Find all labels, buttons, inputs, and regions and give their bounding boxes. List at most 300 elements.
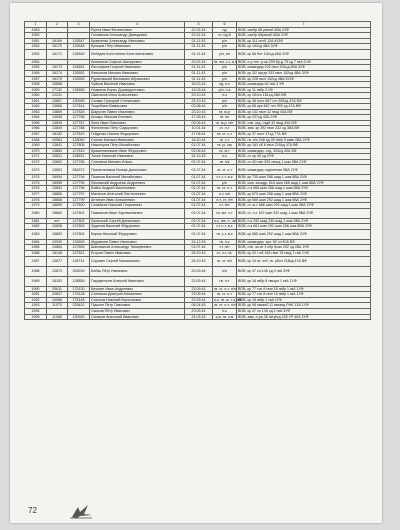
doc-number-cell: 12241 <box>47 93 68 99</box>
rank-cell: гв. п-к <box>213 239 237 245</box>
unit-info-cell: ВОВ, ст. ж-т 566 шап 292 шад 1 шак 5ВА 2УФ <box>237 203 371 209</box>
person-name-cell: Ситкин Михаил Иванович <box>90 137 185 143</box>
unit-info-cell: ВОВ, командир отделения 5ВА 2УФ <box>237 165 371 175</box>
award-number-cell: 127802 <box>68 218 90 224</box>
doc-number-cell: 13854 <box>47 186 68 192</box>
doc-number-cell: 16169 <box>47 38 68 44</box>
award-date-cell: 23.02.44 <box>185 59 213 65</box>
rank-cell: пд, н-к <box>213 82 237 88</box>
doc-number-cell: 13863 <box>47 245 68 251</box>
column-header: 5 <box>185 22 213 28</box>
doc-number-cell: 15858 <box>47 82 68 88</box>
rank-cell: п-к, гвк. н., вк <box>214 218 236 223</box>
award-date-cell: 01.07.44 <box>185 165 213 175</box>
award-date-cell: 16.10.44 <box>185 137 213 143</box>
unit-info-cell: ВОВ, н-к 292 шад 230 шад 1 шак 5ВА 2УФ <box>237 218 371 224</box>
award-date-cell: 01.11.43 <box>185 70 213 76</box>
award-date-cell: 01.11.43 <box>185 44 213 50</box>
row-number-cell: 1978 <box>25 197 47 203</box>
award-number-cell: 127794 <box>68 175 90 181</box>
row-number-cell: 1963 <box>25 109 47 115</box>
unit-info-cell: ВОВ, кр 68 ирк 667 гсп 393 сд 47А ВФ <box>237 104 371 110</box>
rank-cell: п/п <box>213 266 237 276</box>
rank-cell: л-т, ст. п/п <box>213 197 237 203</box>
column-header: 6 <box>213 22 237 28</box>
unit-info-cell: ВОВ, отв. за сп 3 сбр 6сап 202 сд 28А 1УФ <box>237 245 371 251</box>
rank-cell: гв. р/, мр <box>213 143 237 149</box>
doc-number-cell: 13841 <box>47 143 68 149</box>
person-name-cell: Лебедев Константин Константинович <box>90 49 185 59</box>
doc-number-cell: 20607 <box>47 292 68 298</box>
table-row <box>25 229 371 239</box>
award-date-cell: 23.09.44 <box>185 297 213 303</box>
person-name-cell: Голованов Александр Давыдович <box>90 33 185 39</box>
person-name-cell: Крашенинников Иван Фёдорович <box>90 148 185 154</box>
row-number-cell: 1953 <box>25 49 47 59</box>
person-name-cell: Руппа Иван Филиппович <box>90 27 185 33</box>
unit-info-cell: ВОВ, кр 66 бот 152сд 4ВА 3УФ <box>237 49 371 59</box>
doc-number-cell: 11066 <box>47 314 68 320</box>
person-name-cell: Похмельников Иосиф Данилович <box>90 165 185 175</box>
doc-number-cell: 16175 <box>47 76 68 82</box>
award-date-cell: 06.04.45 <box>185 303 213 309</box>
doc-number-cell: 13867 <box>47 98 68 104</box>
rank-cell: гв. п/к <box>213 159 237 165</box>
award-number-cell: 127787 <box>68 120 90 126</box>
unit-info-cell: ВОВ, командир 102 гвсп 152сд 4ВА 3УФ <box>237 65 371 71</box>
person-name-cell: Матюков Анатолий Пантелеевич <box>90 192 185 198</box>
unit-info-cell: ВОВ, кр 77 тсп 8 гвтк 16 гвбр 1 гвА 1УФ <box>237 286 371 292</box>
doc-number-cell: 13869 <box>47 148 68 154</box>
award-date-cell: 01.07.44 <box>185 197 213 203</box>
person-name-cell: Бирюк Николай Фёдорович <box>90 229 185 239</box>
rank-cell: гв. ст. п/н <box>213 256 237 266</box>
rank-cell: гв. ст. л-т <box>213 186 237 192</box>
award-date-cell: 01.07.44 <box>185 203 213 209</box>
row-number-cell: 1965 <box>25 120 47 126</box>
rank-cell: гв. л-т <box>213 276 237 286</box>
rank-cell: гв. ст. с-т <box>213 131 237 137</box>
person-name-cell: Стовбров Николай Георгиевич <box>90 203 185 209</box>
person-name-cell: Ляхомский Андроник Андреевич <box>90 180 185 186</box>
award-number-cell: 127803 <box>68 224 90 230</box>
row-number-cell: 1984 <box>25 239 47 245</box>
table-row <box>25 266 371 276</box>
document-page <box>10 3 382 523</box>
rank-cell: л-т, п/п <box>213 192 237 198</box>
person-name-cell: Зеня Иван Павлович <box>90 120 185 126</box>
unit-info-cell: ВОВ, кр 77 тсп 8 гвтк 16 гвбр 1 гвА 1УФ <box>237 292 371 298</box>
doc-number-cell: 13852 <box>47 159 68 165</box>
award-date-cell: 01.07.44 <box>185 208 213 218</box>
person-name-cell: Тяпое Николай Иванович <box>90 154 185 160</box>
doc-number-cell: 13868 <box>47 104 68 110</box>
row-number-cell: 1989 <box>25 276 47 286</box>
award-date-cell: 19.03.44 <box>185 87 213 93</box>
rank-cell: гв. мл. с-т, в-к <box>214 59 237 64</box>
row-number-cell: 1950 <box>25 33 47 39</box>
doc-number-cell: 10930 <box>47 239 68 245</box>
row-number-cell: 1964 <box>25 115 47 121</box>
award-date-cell: 01.07.44 <box>185 245 213 251</box>
column-header: 1 <box>25 22 47 28</box>
unit-info-cell: ВОВ, н-к 565 шап 266 шад 1 шак 5ВА 2УФ <box>237 186 371 192</box>
award-number-cell: 126551 <box>68 65 90 71</box>
person-name-cell: Филоненко Петр Сидорович <box>90 126 185 132</box>
rank-cell: гв. м-р <box>213 109 237 115</box>
award-date-cell: 17.05.44 <box>185 131 213 137</box>
unit-info-cell: ВОВ, кр 47 сп 145 сд 2 гвА 3УФ <box>237 266 371 276</box>
row-number-cell: 1949 <box>25 27 47 33</box>
row-number-cell: 1960 <box>25 93 47 99</box>
row-number-cell: 1986 <box>25 251 47 257</box>
award-number-cell: 127804 <box>68 229 90 239</box>
award-number-cell: 127797 <box>68 192 90 198</box>
award-number-cell: 263916 <box>68 266 90 276</box>
rank-cell: р/п <box>213 38 237 44</box>
rank-cell: р/п <box>213 180 237 186</box>
table-row <box>25 49 371 59</box>
doc-number-cell: 16170 <box>47 44 68 50</box>
award-number-cell: 127795 <box>68 180 90 186</box>
doc-number-cell: 16173 <box>47 65 68 71</box>
unit-info-cell: ВОВ, кр 111 оптб 12А ЮЗФ <box>237 38 371 44</box>
doc-number-cell: 20564 <box>47 137 68 143</box>
page-number: 72 <box>28 506 37 515</box>
row-number-cell: 1958 <box>25 82 47 88</box>
unit-info-cell: ВОВ, кр 47 сп 145 сд 2 гвА 3УФ <box>237 309 371 315</box>
awards-table <box>24 21 371 320</box>
unit-info-cell: ВОВ, зам. кр 392 гвсп 232 сд 38А ВФ <box>237 126 371 132</box>
award-date-cell: 18.03.44 <box>185 82 213 88</box>
person-name-cell: Шарухин Павел Иванович <box>90 109 185 115</box>
rank-cell: ст. п/п <box>213 203 237 209</box>
award-date-cell: 23.09.44 <box>185 286 213 292</box>
doc-number-cell: 10986 <box>47 297 68 303</box>
person-name-cell: Парфантьев Алексей Иванович <box>90 276 185 286</box>
unit-info-cell: ВОВ, кр 3/2 артдт 333 гвсп 152сд 4ВА 3УФ <box>237 70 371 76</box>
award-number-cell: 127805 <box>68 143 90 149</box>
column-header: 2 <box>47 22 68 28</box>
rank-cell: ст. л-т <box>213 126 237 132</box>
unit-info-cell: ВОВ, сапбр 68 рвмхб 4ВА 2УФ <box>237 27 371 33</box>
row-number-cell: 1968 <box>25 137 47 143</box>
rank-cell: ст. л-т, гв. <box>213 251 237 257</box>
person-name-cell: Бабак Пётр Иванович <box>90 266 185 276</box>
rank-cell: гв. ст. л-т, п/п <box>214 303 236 308</box>
row-number-cell: 1956 <box>25 70 47 76</box>
rank-cell: р/п <box>213 65 237 71</box>
award-date-cell: 24.12.43 <box>185 239 213 245</box>
person-name-cell: Шаповалов Александр Тимофеевич <box>90 245 185 251</box>
unit-info-cell: ВОВ, кр 10 гв. огб. гв. рбсп 218сд 47А ВФ <box>237 256 371 266</box>
doc-number-cell: 16171 <box>47 49 68 59</box>
doc-number-cell: 18954 <box>47 175 68 181</box>
doc-number-cell: 18859 <box>47 203 68 209</box>
unit-info-cell: ВОВ, ком. эскадр. 810 шап 266 шад 1 шак 5ВА 2УФ <box>237 180 371 186</box>
doc-number-cell: 13877 <box>47 256 68 266</box>
unit-info-cell: ВОВ, кр 98 гвиапб 11 гвиапд РНК 13А 1УФ <box>237 303 371 309</box>
award-date-cell: 26.10.43 <box>185 251 213 257</box>
doc-number-cell: 13838 <box>47 115 68 121</box>
row-number-cell: 1982 <box>25 224 47 230</box>
row-number-cell: 1974 <box>25 175 47 181</box>
award-date-cell: 01.11.43 <box>185 49 213 59</box>
award-number-cell: 128929 <box>68 239 90 245</box>
award-number-cell: 127815 <box>68 148 90 154</box>
unit-info-cell: ВОВ, кр 11 гвбр 3 УФ <box>237 87 371 93</box>
rank-cell: п-к <box>213 93 237 99</box>
unit-info-cell: ВОВ, кр 237сд 40А 2УФ <box>237 115 371 121</box>
rank-cell: ст. п/п <box>213 245 237 251</box>
award-number-cell: 127788 <box>68 126 90 132</box>
rank-cell: гв. ст. л-т <box>213 292 237 298</box>
unit-info-cell: ВОВ, ст. 80 сап 292 гвпсд 1 шак 5ВА 2УФ <box>237 159 371 165</box>
row-number-cell: 1987 <box>25 256 47 266</box>
doc-number-cell: 18955 <box>47 180 68 186</box>
unit-info-cell: ВОВ, сапбр 68рвмхб 4ВА 2УФ <box>237 33 371 39</box>
award-date-cell: 23.09.44 <box>185 292 213 298</box>
table-row <box>25 208 371 218</box>
unit-info-cell: ВОВ, кр 735 шап 266 шад 1 шак 5ВА 2УФ <box>237 175 371 181</box>
rank-cell: гв. м-р, п/п <box>213 120 237 126</box>
person-name-cell: Зудилов Василий Фёдорович <box>90 224 185 230</box>
row-number-cell: 1959 <box>25 87 47 93</box>
doc-number-cell: 20611 <box>47 286 68 292</box>
rank-cell: гв. ел <box>213 115 237 121</box>
award-date-cell: 01.07.44 <box>185 224 213 230</box>
doc-number-cell: 13839 <box>47 120 68 126</box>
person-name-cell: Степанов Дмитрий Матвеевич <box>90 292 185 298</box>
award-date-cell: 01.07.44 <box>185 159 213 165</box>
rank-cell: р/п <box>213 98 237 104</box>
award-number-cell: 127819 <box>68 131 90 137</box>
award-date-cell: 01.07.44 <box>185 218 213 224</box>
award-date-cell: 22.02.44 <box>185 33 213 39</box>
unit-info-cell: ВОВ, кр 565 шап 292 шад 1 шак 5ВА 2УФ <box>237 229 371 239</box>
rank-cell: гв. с-т, в-к <box>213 229 237 239</box>
award-number-cell: 084572 <box>68 165 90 175</box>
award-date-cell: 10.01.44 <box>185 126 213 132</box>
award-date-cell: 23.09.44 <box>185 266 213 276</box>
unit-info-cell: ВОВ, гв.-п/п 248 сд 39 гвбр 5 кавк 2ВА 2УФ <box>237 137 371 143</box>
award-number-cell: 126548 <box>68 44 90 50</box>
unit-info-cell: ВОВ, командир 62 гвА 3 УФ <box>237 82 371 88</box>
column-header: 7 <box>237 22 371 28</box>
award-date-cell: 03.06.44 <box>185 104 213 110</box>
person-name-cell: Сорокин Сергей Максимович <box>90 256 185 266</box>
award-date-cell: 01.07.44 <box>185 192 213 198</box>
unit-info-cell: ВОВ, отв. отд. отдб 42 гвсд 40А ВФ <box>237 120 371 126</box>
person-name-cell: Аписимов Софьян Шакирович <box>90 59 185 65</box>
row-number-cell: 1969 <box>25 143 47 149</box>
row-number-cell: 1955 <box>25 65 47 71</box>
doc-number-cell: 18853 <box>47 229 68 239</box>
row-number-cell: 1991 <box>25 292 47 298</box>
row-number-cell: 1972 <box>25 159 47 165</box>
person-name-cell: Антипин Иван Алексеевич <box>90 197 185 203</box>
award-date-cell: 01.07.44 <box>185 175 213 181</box>
award-number-cell: 228420 <box>68 303 90 309</box>
table-row <box>25 165 371 175</box>
person-name-cell: Журавлев Павел Иванович <box>90 239 185 245</box>
doc-number-cell: 18858 <box>47 197 68 203</box>
award-date-cell: 23.09.44 <box>185 309 213 315</box>
award-date-cell: 01.11.43 <box>185 38 213 44</box>
award-number-cell: 127821 <box>68 251 90 257</box>
rank-cell: п-к, гв. ш. т-к, ИБ <box>214 297 243 302</box>
award-number-cell: 127825 <box>68 109 90 115</box>
doc-number-cell: 13808 <box>47 224 68 230</box>
row-number-cell: 1954 <box>25 59 47 65</box>
person-name-cell: Кульков Пётр Иванович <box>90 44 185 50</box>
row-number-cell: 1970 <box>25 148 47 154</box>
rank-cell: р/п, н-к <box>213 87 237 93</box>
unit-info-cell: ВОВ, кр 132 гвсп 42 гвсд 40А ВФ <box>237 109 371 115</box>
rank-cell: п-к <box>213 309 237 315</box>
unit-info-cell: ВОВ, командир. отд. 303сд 40А ВФ <box>237 148 371 154</box>
row-number-cell: 1961 <box>25 98 47 104</box>
award-number-cell: 127785 <box>68 159 90 165</box>
award-number-cell: 127786 <box>68 115 90 121</box>
rank-cell: ст. с-т, в-к <box>213 224 237 230</box>
award-date-cell: 24.03.45 <box>185 314 213 320</box>
award-date-cell: 23.10.43 <box>185 98 213 104</box>
person-name-cell: Номинов Борис Дормидонтович <box>90 87 185 93</box>
row-number-cell: 1990 <box>25 286 47 292</box>
award-number-cell: 128052 <box>68 137 90 143</box>
doc-number-cell: 10631 <box>47 154 68 160</box>
award-number-cell: 126547 <box>68 38 90 44</box>
unit-info-cell: ВОВ, зам. н-ра 36 гвтупгд 155 УР 40А 2УФ <box>237 314 371 320</box>
table-row <box>25 276 371 286</box>
row-number-cell: 1952 <box>25 44 47 50</box>
doc-number-cell: 13853 <box>47 165 68 175</box>
doc-number-cell: 13873 <box>47 266 68 276</box>
person-name-cell: Бойко Андрей Васильевич <box>90 186 185 192</box>
row-number-cell: 1994 <box>25 309 47 315</box>
award-number-cell: 126552 <box>68 70 90 76</box>
row-number-cell: 1973 <box>25 165 47 175</box>
rank-cell: ст. с-т, в-к <box>213 175 237 181</box>
row-number-cell: 1983 <box>25 229 47 239</box>
unit-info-cell: ВОВ, кр 46 пост 667 гсп 393сд 47А ВФ <box>237 98 371 104</box>
award-number-cell: 127801 <box>68 208 90 218</box>
award-date-cell: 01.07.44 <box>185 180 213 186</box>
award-number-cell: 127799 <box>68 197 90 203</box>
rank-cell: гв. ст. с-т <box>213 165 237 175</box>
unit-info-cell: ВОВ, кр 37 пост 47сд 77А ВФ <box>237 131 371 137</box>
rank-cell: гв. мл. с-т <box>213 208 237 218</box>
person-name-cell: Пьянков Василий Михайлович <box>90 175 185 181</box>
doc-number-cell: 13840 <box>47 126 68 132</box>
unit-info-cell: ВОВ, кр 565 шап 292 шад 1 шак 5ВА 2УФ <box>237 197 371 203</box>
rank-cell: р/п, ин <box>213 49 237 59</box>
unit-info-cell: ВОВ, кр 20 г иб 158 гвсп 78 гвсд 7 гвА СтФ <box>237 251 371 257</box>
doc-number-cell: 17132 <box>47 87 68 93</box>
award-number-cell: 128831 <box>68 154 90 160</box>
award-number-cell: 175148 <box>68 297 90 303</box>
table-row <box>25 180 371 186</box>
person-name-cell: Кравченко Александр Иванович <box>90 38 185 44</box>
row-number-cell: 1995 <box>25 314 47 320</box>
table-row <box>25 256 371 266</box>
award-number-cell: 127800 <box>68 203 90 209</box>
rank-cell: гв. с-т <box>213 137 237 143</box>
row-number-cell: 1957 <box>25 76 47 82</box>
award-number-cell: 175128 <box>68 292 90 298</box>
unit-info-cell: ВОВ, кр 151сп 161сд 4ВА ВФ <box>237 93 371 99</box>
person-name-cell: Егоров Павел Иванович <box>90 251 185 257</box>
doc-number-cell: 18153 <box>47 276 68 286</box>
award-number-cell: 128741 <box>68 256 90 266</box>
award-date-cell: 17.05.44 <box>185 115 213 121</box>
rank-cell: пд <box>213 27 237 33</box>
award-number-cell: 127805 <box>68 245 90 251</box>
person-name-cell: Тощебаев Мамасыма <box>90 104 185 110</box>
row-number-cell: 1993 <box>25 303 47 309</box>
row-number-cell: 1967 <box>25 131 47 137</box>
unit-info-cell: ВОВ, кр 16 гвбр 8 гвкорп 1 гвА 1УФ <box>237 276 371 286</box>
person-name-cell: Руриковский Вениамин Абрамович <box>90 76 185 82</box>
unit-info-cell: ВОВ, п-р тех. р-ка 209 бр-д 73 сд 7 гвА СтФ <box>237 59 371 65</box>
person-name-cell: Чуйков Василий Иванович <box>90 82 185 88</box>
row-number-cell: 1992 <box>25 297 47 303</box>
person-name-cell: Фатьянов Михаил Иванович <box>90 70 185 76</box>
doc-number-cell: 11070 <box>47 303 68 309</box>
person-name-cell: Синьков Анатолий Иванович <box>90 314 185 320</box>
row-number-cell: 1985 <box>25 245 47 251</box>
rank-cell: ст. пд-й <box>213 33 237 39</box>
column-header: 4 <box>90 22 185 28</box>
doc-number-cell: 16174 <box>47 70 68 76</box>
doc-number-cell: 18856 <box>47 192 68 198</box>
award-number-cell: 127814 <box>68 104 90 110</box>
row-number-cell: 1980 <box>25 208 47 218</box>
rank-cell: п-к <box>213 154 237 160</box>
award-date-cell: 22.02.44 <box>185 27 213 33</box>
row-number-cell: 1951 <box>25 38 47 44</box>
rank-cell: р/п <box>213 70 237 76</box>
award-number-cell: 127796 <box>68 186 90 192</box>
unit-info-cell: ВОВ, н-к 661 шап 292 шап 266 шак 5ВА 2УФ <box>237 224 371 230</box>
rank-cell: к-м, гв. к-м <box>213 314 237 320</box>
award-number-cell: 175130 <box>68 286 90 292</box>
award-date-cell: 23.10.43 <box>185 93 213 99</box>
doc-number-cell: 13869 <box>47 109 68 115</box>
award-date-cell: 01.07.44 <box>185 229 213 239</box>
person-name-cell: Пушкин Пётр Павлович <box>90 303 185 309</box>
person-name-cell: Пикманов Иван Харлампиевич <box>90 208 185 218</box>
award-date-cell: 24.12.43 <box>185 154 213 160</box>
award-number-cell: 130930 <box>68 314 90 320</box>
person-name-cell: Соколов Николай Васильевич <box>90 297 185 303</box>
row-number-cell: 1975 <box>25 180 47 186</box>
award-date-cell: 01.11.43 <box>185 76 213 82</box>
row-number-cell: 1981 <box>25 218 47 224</box>
doc-number-cell: 18152 <box>47 131 68 137</box>
award-date-cell: 01.07.44 <box>185 143 213 149</box>
doc-number-cell: 18860 <box>47 208 68 218</box>
person-name-cell: Сынков Пётр Иванович <box>90 309 185 315</box>
column-header: 3 <box>68 22 90 28</box>
person-name-cell: Никоноров Пётр Михайлович <box>90 143 185 149</box>
award-date-cell: 23.10.43 <box>185 109 213 115</box>
unit-info-cell: ВОВ, кр 673 шап 266 шад 1 шак 5ВА 2УФ <box>237 192 371 198</box>
row-number-cell: 1976 <box>25 186 47 192</box>
rank-cell: р/п <box>213 44 237 50</box>
unit-info-cell: ВОВ, кр 161 сб 6 гвсп 218сд 47А ВФ <box>237 143 371 149</box>
